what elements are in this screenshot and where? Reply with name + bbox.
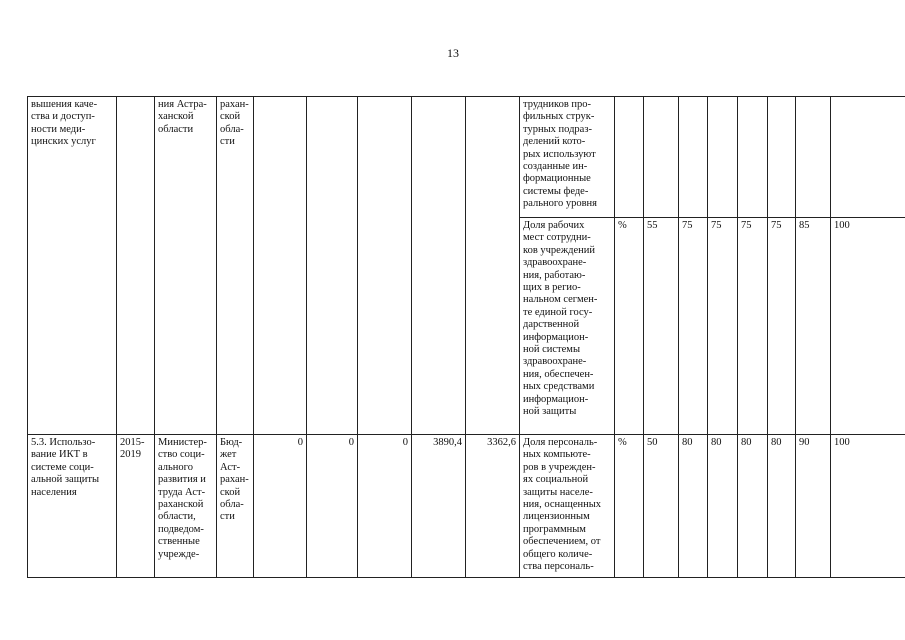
target-value-cell: 50 — [644, 435, 679, 578]
cell-line: дарственной — [523, 319, 580, 331]
cell-line: обеспечением, от — [523, 536, 601, 548]
cell-line: делений кото- — [523, 136, 586, 148]
target-value-cell: 75 — [708, 218, 738, 435]
cell-line: цинских услуг — [31, 136, 96, 148]
cell-line: ной защиты — [523, 406, 577, 418]
funding-value-cell — [307, 97, 358, 435]
funding-value-cell — [358, 97, 412, 435]
target-value-cell: 75 — [738, 218, 768, 435]
unit-cell — [615, 97, 644, 218]
cell-line: ков учреждений — [523, 244, 595, 256]
program-table — [27, 96, 905, 578]
funding-value-cell — [412, 97, 466, 435]
cell-line: вышения каче- — [31, 99, 98, 110]
cell-line: вание ИКТ в — [31, 449, 88, 461]
funding-value-cell: 0 — [254, 435, 307, 578]
cell-line: населения — [31, 486, 77, 498]
cell-line: Аст- — [220, 461, 241, 473]
cell-line: обла- — [220, 499, 244, 511]
cell-line: области, — [158, 511, 196, 523]
cell-line: лицензионным — [523, 511, 590, 523]
cell-line: ния Астра- — [158, 99, 207, 110]
page-number: 13 — [447, 46, 459, 60]
funding-value-cell — [254, 97, 307, 435]
cell-line: труда Аст- — [158, 486, 206, 498]
funding-source-cell — [217, 435, 254, 578]
cell-line: ров в учрежден- — [523, 461, 596, 473]
cell-line: ния, оснащенных — [523, 499, 602, 511]
cell-line: информацион- — [523, 331, 589, 343]
cell-line: 5.3. Использо- — [31, 437, 96, 448]
cell-line: ства и доступ- — [31, 111, 95, 123]
cell-line: учрежде- — [158, 548, 200, 560]
cell-line: рального уровня — [523, 198, 597, 210]
activity-name-cell — [28, 435, 117, 578]
target-value-cell: 85 — [796, 218, 831, 435]
cell-line: обла- — [220, 123, 244, 135]
cell-line: ства персональ- — [523, 561, 594, 573]
cell-line: ных компьюте- — [523, 449, 591, 461]
cell-line: Министер- — [158, 437, 207, 448]
cell-line: ской — [220, 486, 241, 498]
cell-line: фильных струк- — [523, 111, 595, 123]
target-value-cell: 100 — [831, 218, 905, 435]
years-cell — [117, 435, 155, 578]
cell-line: формационные — [523, 173, 591, 185]
funding-source-cell — [217, 97, 254, 435]
target-value-cell: 75 — [679, 218, 708, 435]
target-value-cell — [768, 97, 796, 218]
cell-line: области — [158, 123, 194, 135]
target-value-cell: 100 — [831, 435, 905, 578]
executor-cell — [155, 97, 217, 435]
cell-line: трудников про- — [523, 99, 592, 110]
cell-line: рахан- — [220, 99, 249, 110]
cell-line: созданные ин- — [523, 161, 588, 173]
unit-cell: % — [615, 218, 644, 435]
cell-line: ных средствами — [523, 381, 595, 393]
cell-line: ской — [220, 111, 241, 123]
cell-line: здравоохране- — [523, 257, 587, 269]
cell-line: системы феде- — [523, 185, 589, 197]
cell-line: 2015- — [120, 437, 145, 448]
funding-value-cell: 3890,4 — [412, 435, 466, 578]
cell-line: здравоохране- — [523, 356, 587, 368]
cell-line: жет — [220, 449, 237, 461]
target-value-cell: 80 — [679, 435, 708, 578]
target-value-cell — [708, 97, 738, 218]
cell-line: сти — [220, 136, 235, 148]
cell-line: 2019 — [120, 449, 141, 461]
cell-line: ях социальной — [523, 474, 589, 486]
target-value-cell: 75 — [768, 218, 796, 435]
funding-value-cell: 3362,6 — [466, 435, 520, 578]
cell-line: программным — [523, 523, 586, 535]
target-value-cell: 80 — [708, 435, 738, 578]
cell-line: Доля персональ- — [523, 437, 598, 448]
cell-line: системе соци- — [31, 461, 94, 473]
target-value-cell: 80 — [738, 435, 768, 578]
cell-line: ального — [158, 461, 193, 473]
cell-line: мест сотрудни- — [523, 232, 591, 244]
cell-line: ханской — [158, 111, 194, 123]
target-value-cell: 90 — [796, 435, 831, 578]
cell-line: рахан- — [220, 474, 249, 486]
funding-value-cell — [466, 97, 520, 435]
indicator-cell — [520, 218, 615, 435]
cell-line: те единой госу- — [523, 306, 593, 318]
target-value-cell — [738, 97, 768, 218]
cell-line: ности меди- — [31, 123, 86, 135]
cell-line: Доля рабочих — [523, 220, 585, 231]
activity-name-cell — [28, 97, 117, 435]
cell-line: ния, работаю- — [523, 269, 586, 281]
indicator-cell — [520, 97, 615, 218]
years-cell — [117, 97, 155, 435]
target-value-cell — [796, 97, 831, 218]
cell-line: рых используют — [523, 148, 596, 160]
target-value-cell — [644, 97, 679, 218]
cell-line: ной системы — [523, 344, 581, 356]
cell-line: подведом- — [158, 523, 204, 535]
cell-line: сти — [220, 511, 235, 523]
cell-line: Бюд- — [220, 437, 243, 448]
cell-line: альной защиты — [31, 474, 100, 486]
cell-line: щих в регио- — [523, 282, 581, 294]
target-value-cell — [679, 97, 708, 218]
cell-line: ство соци- — [158, 449, 205, 461]
target-value-cell: 55 — [644, 218, 679, 435]
unit-cell: % — [615, 435, 644, 578]
cell-line: раханской — [158, 499, 204, 511]
indicator-cell — [520, 435, 615, 578]
cell-line: турных подраз- — [523, 123, 592, 135]
executor-cell — [155, 435, 217, 578]
cell-line: ния, обеспечен- — [523, 368, 594, 380]
cell-line: ственные — [158, 536, 200, 548]
funding-value-cell: 0 — [358, 435, 412, 578]
funding-value-cell: 0 — [307, 435, 358, 578]
cell-line: информацион- — [523, 393, 589, 405]
cell-line: развития и — [158, 474, 206, 486]
target-value-cell — [831, 97, 905, 218]
table-row — [28, 435, 905, 578]
cell-line: общего количе- — [523, 548, 593, 560]
cell-line: защиты населе- — [523, 486, 593, 498]
target-value-cell: 80 — [768, 435, 796, 578]
cell-line: нальном сегмен- — [523, 294, 598, 306]
table-row — [28, 97, 905, 218]
